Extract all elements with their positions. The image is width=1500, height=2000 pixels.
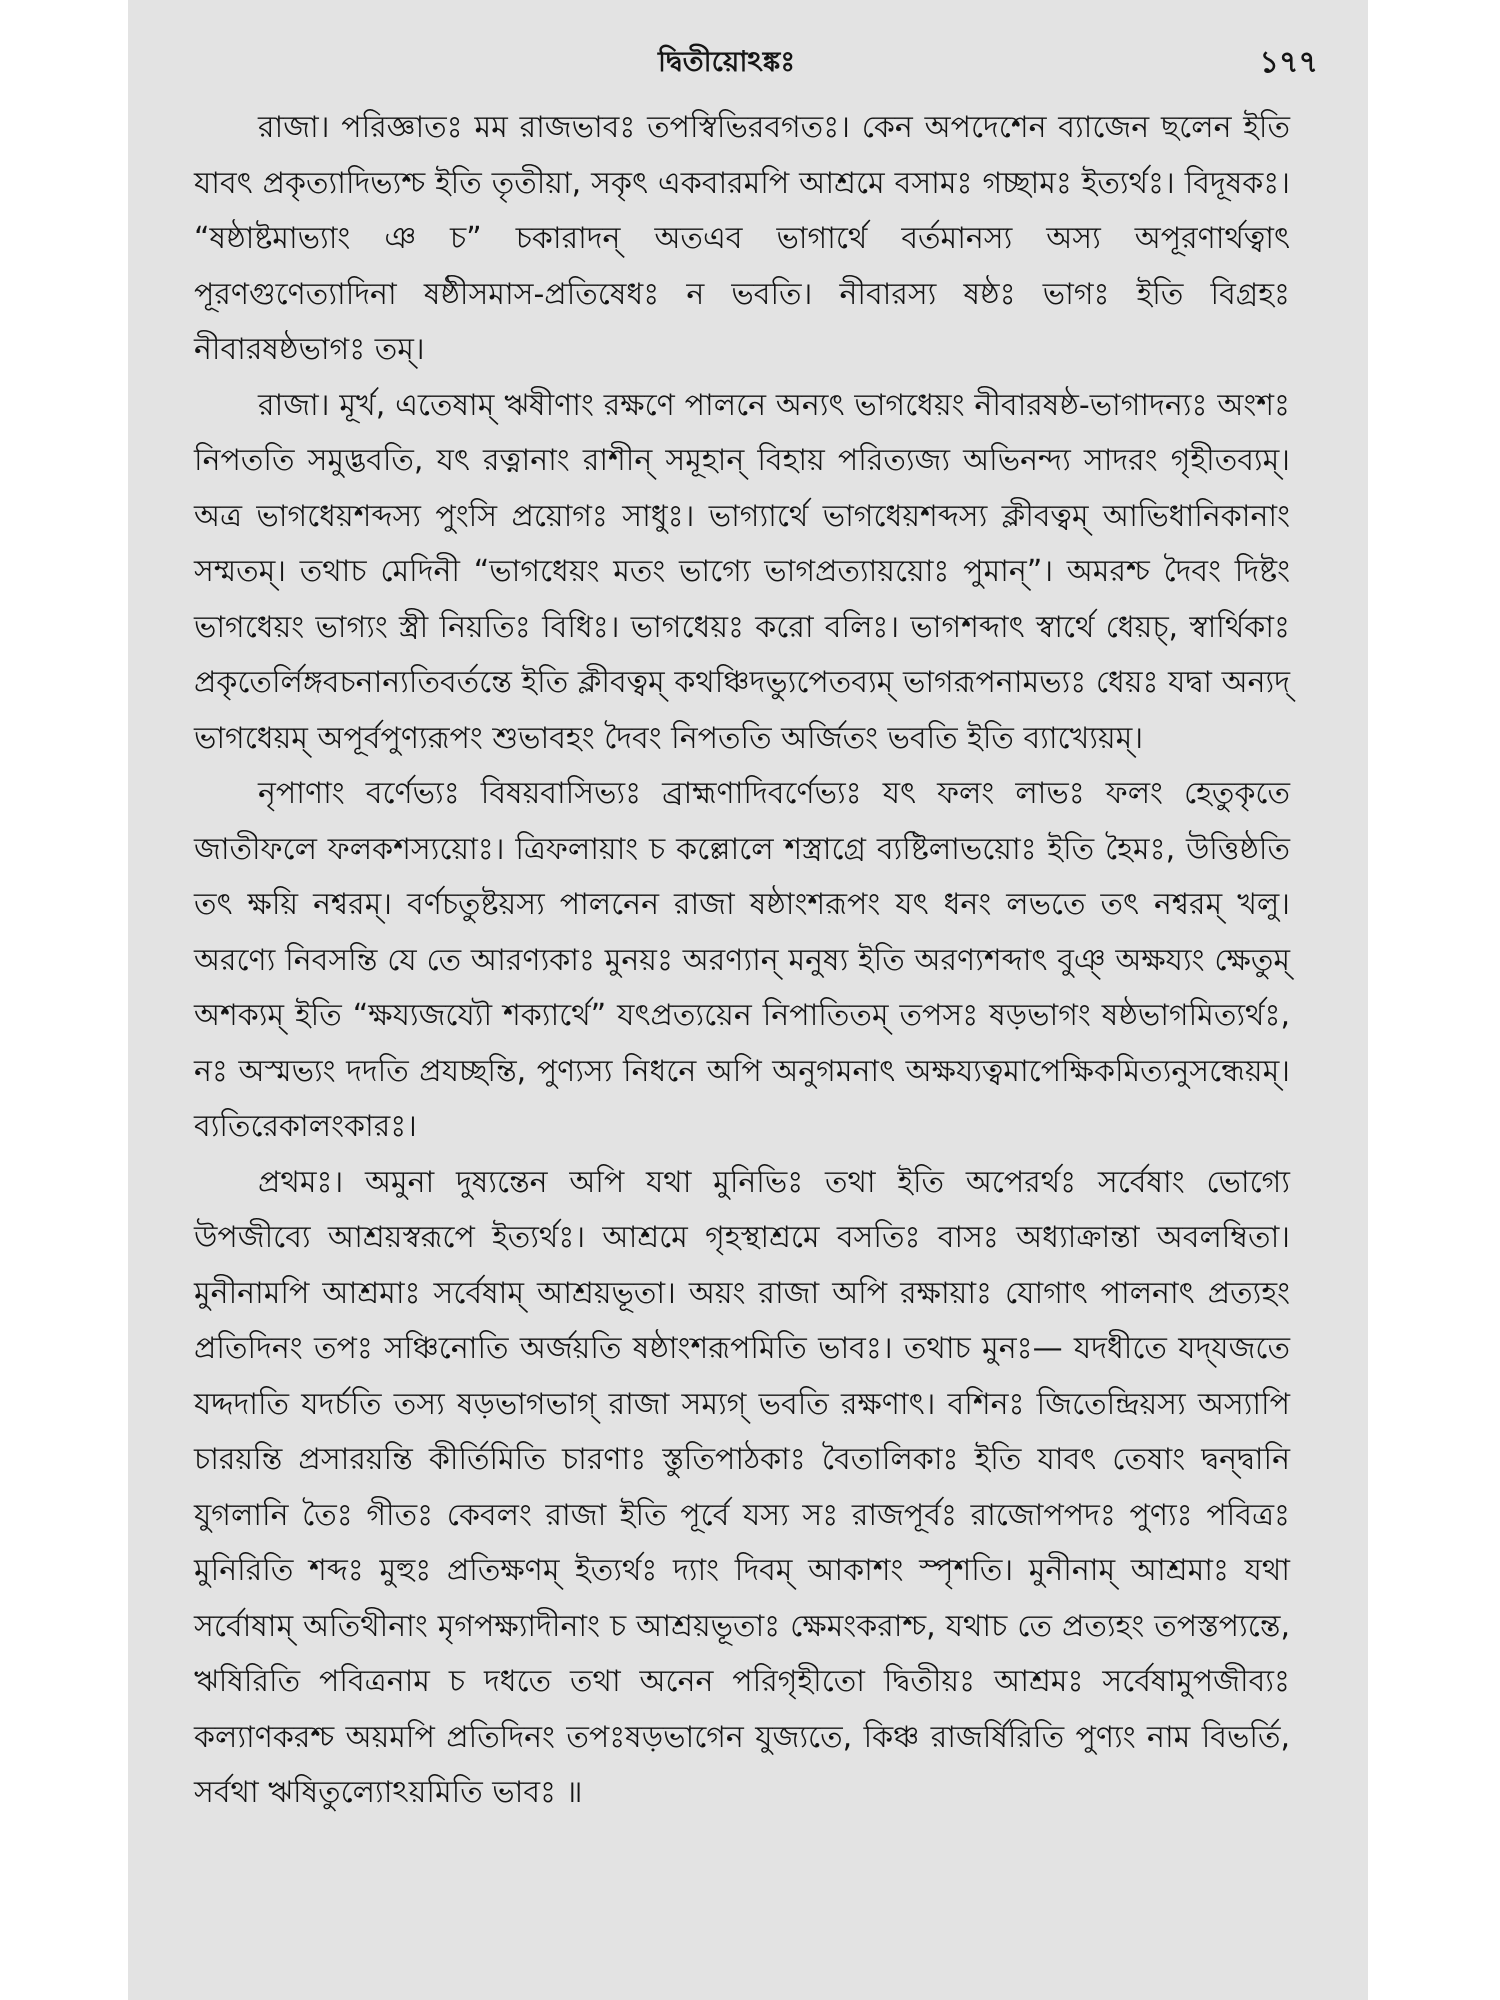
page-number: ১৭৭ [1259, 45, 1318, 80]
running-header [128, 32, 1368, 82]
paragraph-2: রাজা। মূর্খ, এতেষাম্ ঋষীণাং রক্ষণে পালনে অন্যৎ ভাগধেয়ং নীবারষষ্ঠ-ভাগাদন্যঃ অংশঃ নিপততি সমুদ্ভবতি, যৎ রত্নানাং রাশীন্ সমূহান্ বিহায় পরিত্যজ্য অভিনন্দ্য সাদরং গৃহীতব্যম্। অত্র ভাগধেয়শব্দস্য পুংসি প্রয়োগঃ সাধুঃ। ভাগ্যার্থে ভাগধেয়শব্দস্য ক্লীবত্বম্ আভিধানিকানাং সম্মতম্। তথাচ মেদিনী “ভাগধেয়ং মতং ভাগ্যে ভাগপ্রত্যায়য়োঃ পুমান্”। অমরশ্চ দৈবং দিষ্টং ভাগধেয়ং ভাগ্যং স্ত্রী নিয়তিঃ বিধিঃ। ভাগধেয়ঃ করো বলিঃ। ভাগশব্দাৎ স্বার্থে ধেয়চ্, স্বার্থিকাঃ প্রকৃতের্লিঙ্গবচনান্যতিবর্তন্তে ইতি ক্লীবত্বম্ কথঞ্চিদভ্যুপেতব্যম্ ভাগরূপনামভ্যঃ ধেয়ঃ যদ্বা অন্যদ্ ভাগধেয়ম্ অপূর্বপুণ্যরূপং শুভাবহং দৈবং নিপততি অর্জিতং ভবতি ইতি ব্যাখ্যেয়ম্। [194, 387, 1290, 756]
paragraph-4: প্রথমঃ। অমুনা দুষ্যন্তেন অপি যথা মুনিভিঃ তথা ইতি অপেরর্থঃ সর্বেষাং ভোগ্যে উপজীব্যে আশ্রয়স্বরূপে ইত্যর্থঃ। আশ্রমে গৃহস্থাশ্রমে বসতিঃ বাসঃ অধ্যাক্রান্তা অবলম্বিতা। মুনীনামপি আশ্রমাঃ সর্বেষাম্ আশ্রয়ভূতা। অয়ং রাজা অপি রক্ষায়াঃ যোগাৎ পালনাৎ প্রত্যহং প্রতিদিনং তপঃ সঞ্চিনোতি অর্জয়তি ষষ্ঠাংশরূপমিতি ভাবঃ। তথাচ মুনঃ— যদধীতে যদ্‌যজতে যদ্দদাতি যদর্চতি তস্য ষড়ভাগভাগ্ রাজা সম্যগ্ ভবতি রক্ষণাৎ। বশিনঃ জিতেন্দ্রিয়স্য অস্যাপি চারয়ন্তি প্রসারয়ন্তি কীর্তিমিতি চারণাঃ স্তুতিপাঠকাঃ বৈতালিকাঃ ইতি যাবৎ তেষাং দ্বন্দ্বানি যুগলানি তৈঃ গীতঃ কেবলং রাজা ইতি পূর্বে যস্য সঃ রাজপূর্বঃ রাজোপপদঃ পুণ্যঃ পবিত্রঃ মুনিরিতি শব্দঃ মুহুঃ প্রতিক্ষণম্ ইত্যর্থঃ দ্যাং দিবম্ আকাশং স্পৃশতি। মুনীনাম্ আশ্রমাঃ যথা সর্বোষাম্ অতিথীনাং মৃগপক্ষ্যাদীনাং চ আশ্রয়ভূতাঃ ক্ষেমংকরাশ্চ, যথাচ তে প্রত্যহং তপস্তপ্যন্তে, ঋষিরিতি পবিত্রনাম চ দধতে তথা অনেন পরিগৃহীতো দ্বিতীয়ঃ আশ্রমঃ সর্বেষামুপজীব্যঃ কল্যাণকরশ্চ অয়মপি প্রতিদিনং তপঃষড়ভাগেন যুজ্যতে, কিঞ্চ রাজর্ষিরিতি পুণ্যং নাম বিভর্তি, সর্বথা ঋষিতুল্যোঽয়মিতি ভাবঃ ॥ [194, 1164, 1290, 1810]
book-page [128, 0, 1368, 2000]
commentary-text [194, 100, 1290, 1980]
paragraph-1: রাজা। পরিজ্ঞাতঃ মম রাজভাবঃ তপস্বিভিরবগতঃ। কেন অপদেশেন ব্যাজেন ছলেন ইতি যাবৎ প্রকৃত্যাদিভ্যশ্চ ইতি তৃতীয়া, সকৃৎ একবারমপি আশ্রমে বসামঃ গচ্ছামঃ ইত্যর্থঃ। বিদূষকঃ। “ষষ্ঠাষ্টমাভ্যাং ঞ চ” চকারাদন্ অতএব ভাগার্থে বর্তমানস্য অস্য অপূরণার্থত্বাৎ পূরণগুণেত্যাদিনা ষষ্ঠীসমাস-প্রতিষেধঃ ন ভবতি। নীবারস্য ষষ্ঠঃ ভাগঃ ইতি বিগ্রহঃ নীবারষষ্ঠভাগঃ তম্। [194, 110, 1290, 367]
paragraph-3: নৃপাণাং বর্ণেভ্যঃ বিষয়বাসিভ্যঃ ব্রাহ্মণাদিবর্ণেভ্যঃ যৎ ফলং লাভঃ ফলং হেতুকৃতে জাতীফলে ফলকশস্যয়োঃ। ত্রিফলায়াং চ কল্লোলে শস্ত্রাগ্রে ব্যষ্টিলাভয়োঃ ইতি হৈমঃ, উত্তিষ্ঠতি তৎ ক্ষয়ি নশ্বরম্। বর্ণচতুষ্টয়স্য পালনেন রাজা ষষ্ঠাংশরূপং যৎ ধনং লভতে তৎ নশ্বরম্ খলু। অরণ্যে নিবসন্তি যে তে আরণ্যকাঃ মুনয়ঃ অরণ্যান্ মনুষ্য ইতি অরণ্যশব্দাৎ বুঞ্ অক্ষয্যং ক্ষেতুম্ অশক্যম্ ইতি “ক্ষয্যজয্যৌ শক্যার্থে” যৎপ্রত্যয়েন নিপাতিতম্ তপসঃ ষড়ভাগং ষষ্ঠভাগমিত্যর্থঃ, নঃ অস্মভ্যং দদতি প্রযচ্ছন্তি, পুণ্যস্য নিধনে অপি অনুগমনাৎ অক্ষয্যত্বমাপেক্ষিকমিত্যনুসন্ধেয়ম্। ব্যতিরেকালংকারঃ। [194, 776, 1290, 1144]
chapter-title: দ্বিতীয়োঽঙ্কঃ [658, 45, 796, 78]
